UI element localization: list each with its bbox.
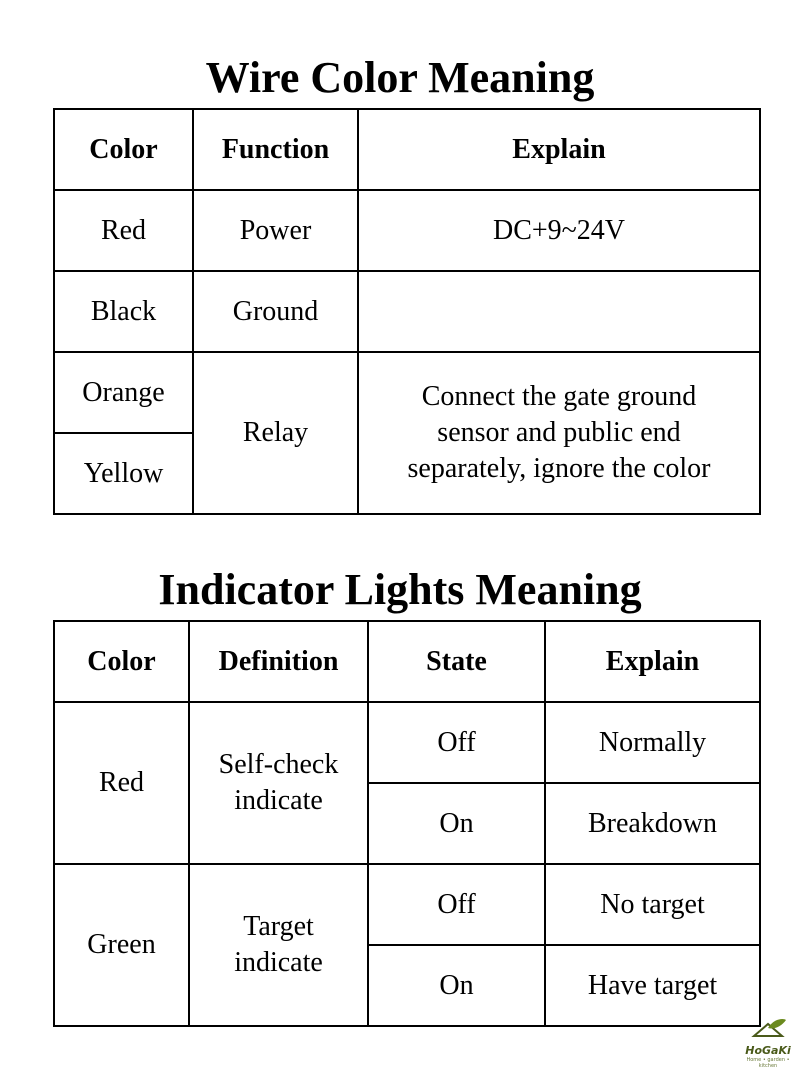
wire-explain-cell: DC+9~24V [358, 190, 760, 271]
light-definition-cell: Self-check indicate [189, 702, 368, 864]
logo-name: HoGaKi [745, 1044, 791, 1057]
wire-color-table [53, 108, 761, 515]
wire-color-title: Wire Color Meaning [205, 53, 595, 102]
header-explain: Explain [358, 109, 760, 190]
leaf-house-icon [748, 1016, 788, 1040]
light-explain-cell: Breakdown [545, 783, 760, 864]
table-row [54, 271, 760, 352]
logo-tagline: Home • garden • kitchen [746, 1057, 790, 1069]
table-header-row [54, 621, 760, 702]
table-header-row [54, 109, 760, 190]
light-state-cell: Off [368, 702, 545, 783]
light-color-cell: Green [54, 864, 189, 1026]
header-function: Function [193, 109, 358, 190]
light-state-cell: Off [368, 864, 545, 945]
header-color: Color [54, 621, 189, 702]
wire-explain-cell [358, 271, 760, 352]
indicator-lights-table [53, 620, 761, 1027]
light-explain-cell: Have target [545, 945, 760, 1026]
indicator-lights-title: Indicator Lights Meaning [158, 565, 642, 614]
wire-color-cell: Black [54, 271, 193, 352]
header-explain: Explain [545, 621, 760, 702]
wire-explain-cell: Connect the gate ground sensor and public end separately, ignore the color [358, 352, 760, 514]
wire-color-cell: Yellow [54, 433, 193, 514]
light-state-cell: On [368, 783, 545, 864]
brand-logo [740, 1016, 796, 1069]
table-row [54, 352, 760, 433]
wire-function-cell: Power [193, 190, 358, 271]
table-row [54, 702, 760, 783]
light-explain-cell: No target [545, 864, 760, 945]
header-state: State [368, 621, 545, 702]
header-definition: Definition [189, 621, 368, 702]
table-row [54, 864, 760, 945]
light-state-cell: On [368, 945, 545, 1026]
table-row [54, 190, 760, 271]
light-color-cell: Red [54, 702, 189, 864]
light-explain-cell: Normally [545, 702, 760, 783]
light-definition-cell: Target indicate [189, 864, 368, 1026]
header-color: Color [54, 109, 193, 190]
wire-color-cell: Red [54, 190, 193, 271]
wire-function-cell: Relay [193, 352, 358, 514]
wire-function-cell: Ground [193, 271, 358, 352]
wire-color-cell: Orange [54, 352, 193, 433]
